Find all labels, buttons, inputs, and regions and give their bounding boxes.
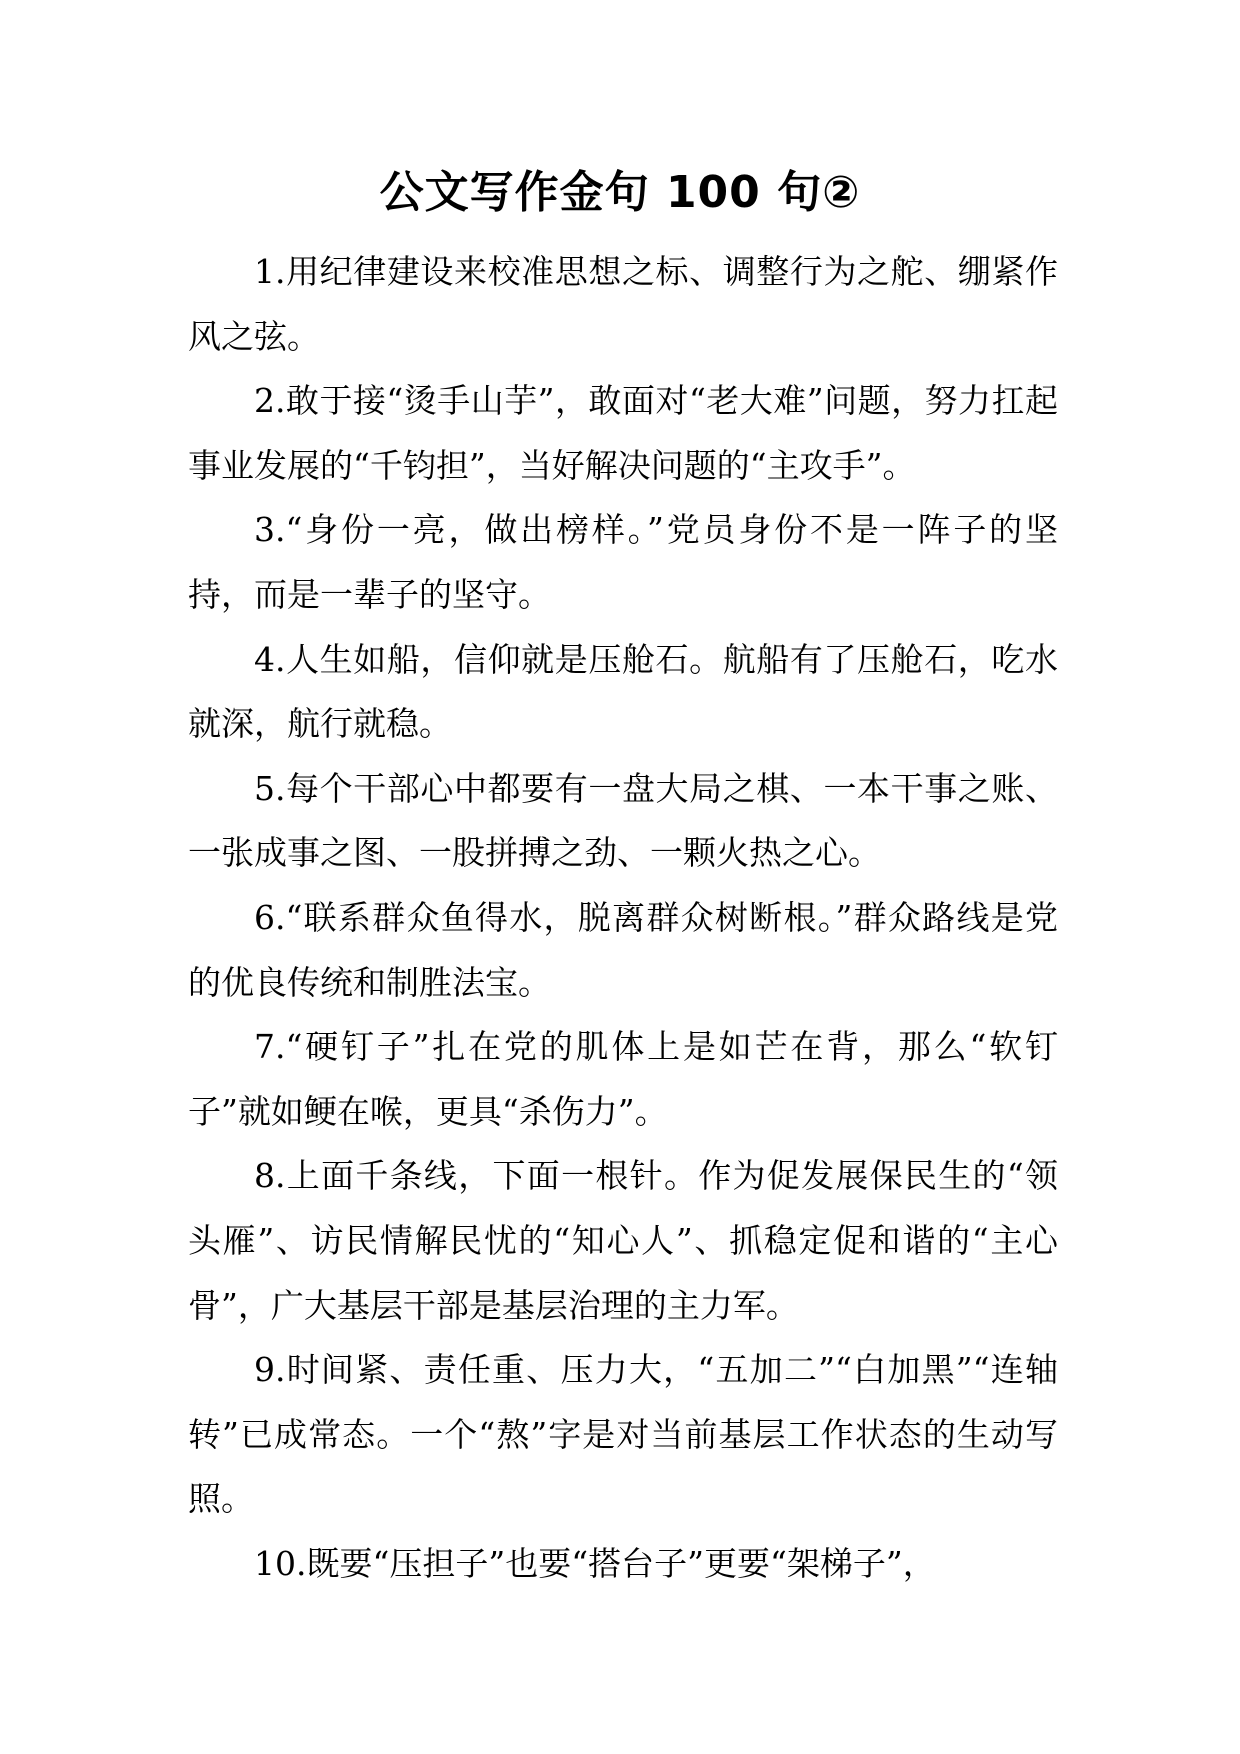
- paragraph-1: 1.用纪律建设来校准思想之标、调整行为之舵、绷紧作风之弦。: [188, 252, 1058, 356]
- document-title: 公文写作金句 100 句②: [379, 167, 861, 218]
- paragraph-8: 8.上面千条线，下面一根针。作为促发展保民生的“领头雁”、访民情解民忧的“知心人”、抓稳定促和谐的“主心骨”，广大基层干部是基层治理的主力军。: [188, 1156, 1058, 1325]
- paragraph-2: 2.敢于接“烫手山芋”，敢面对“老大难”问题，努力扛起事业发展的“千钧担”，当好解决问题的“主攻手”。: [188, 381, 1058, 485]
- paragraph-10: 10.既要“压担子”也要“搭台子”更要“架梯子”，: [254, 1543, 936, 1583]
- paragraph-5: 5.每个干部心中都要有一盘大局之棋、一本干事之账、一张成事之图、一股拼搏之劲、一颗火热之心。: [188, 768, 1058, 873]
- paragraph-6: 6.“联系群众鱼得水，脱离群众树断根。”群众路线是党的优良传统和制胜法宝。: [188, 897, 1058, 1002]
- paragraph-3: 3.“身份一亮，做出榜样。”党员身份不是一阵子的坚持，而是一辈子的坚守。: [188, 510, 1058, 614]
- paragraph-9: 9.时间紧、责任重、压力大，“五加二”“白加黑”“连轴转”已成常态。一个“熬”字是对当前基层工作状态的生动写照。: [188, 1350, 1058, 1519]
- document-body: [188, 240, 1058, 1596]
- paragraph-7: 7.“硬钉子”扎在党的肌体上是如芒在背，那么“软钉子”就如鲠在喉，更具“杀伤力”。: [188, 1027, 1058, 1131]
- paragraph-4: 4.人生如船，信仰就是压舱石。航船有了压舱石，吃水就深，航行就稳。: [188, 639, 1058, 744]
